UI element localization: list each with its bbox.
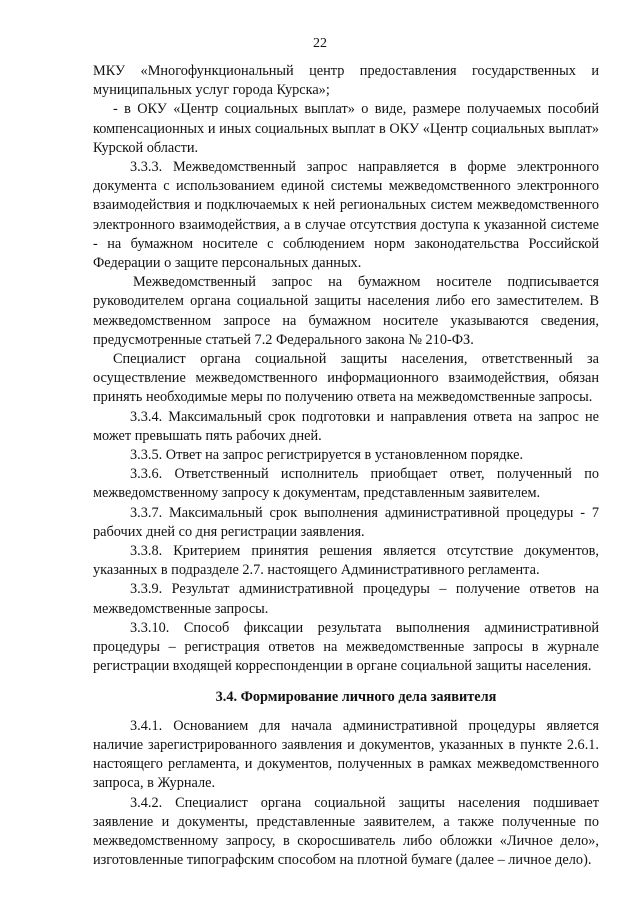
paragraph-specialist: Специалист органа социальной защиты населения, ответственный за осуществление межведомственного информационного взаимодействия, обязан принять необходимые меры по получению ответа на межведомственные запросы. (93, 351, 599, 406)
document-body (93, 62, 599, 870)
paragraph-3-3-3: 3.3.3. Межведомственный запрос направляется в форме электронного документа с использованием единой системы межведомственного электронного взаимодействия и подключаемых к ней региональных систем межведомственного электронного взаимодействия, а в случае отсутствия доступа к указанной системе - на бумажном носителе с соблюдением норм законодательства Российской Федерации о защите персональных данных. (93, 159, 599, 272)
paragraph-3-3-9: 3.3.9. Результат административной процедуры – получение ответов на межведомственные запросы. (93, 581, 599, 617)
paragraph-3-4-2: 3.4.2. Специалист органа социальной защиты населения подшивает заявление и документы, представленные заявителем, а также полученные по межведомственному запросу, в скоросшиватель либо обложки «Личное дело», изготовленные типографским способом на плотной бумаге (далее – личное дело). (93, 794, 599, 869)
paragraph-3-4-1: 3.4.1. Основанием для начала административной процедуры является наличие зарегистрированного заявления и документов, указанных в пункте 2.6.1. настоящего регламента, и документов, полученных в рамках межведомственного запроса, в Журнале. (93, 717, 599, 792)
section-heading: 3.4. Формирование личного дела заявителя (215, 688, 497, 705)
paragraph-3-3-4: 3.3.4. Максимальный срок подготовки и направления ответа на запрос не может превышать пять рабочих дней. (93, 408, 599, 444)
paragraph-mku-continuation: МКУ «Многофункциональный центр предоставления государственных и муниципальных услуг города Курска»; (93, 63, 599, 99)
paragraph-3-3-7: 3.3.7. Максимальный срок выполнения административной процедуры - 7 рабочих дней со дня регистрации заявления. (93, 504, 599, 540)
paragraph-3-3-5: 3.3.5. Ответ на запрос регистрируется в установленном порядке. (130, 447, 524, 464)
paragraph-3-3-10: 3.3.10. Способ фиксации результата выполнения административной процедуры – регистрация ответов на межведомственные запросы в журнале регистрации входящей корреспонденции в органе социальной защиты населения. (93, 619, 599, 675)
paragraph-3-3-8: 3.3.8. Критерием принятия решения является отсутствие документов, указанных в подразделе 2.7. настоящего Административного регламента. (93, 543, 599, 579)
paragraph-paper-request: Межведомственный запрос на бумажном носителе подписывается руководителем органа социальной защиты населения либо его заместителем. В межведомственном запросе на бумажном носителе указываются сведения, предусмотренные статьей 7.2 Федерального закона № 210-ФЗ. (93, 274, 599, 348)
paragraph-3-3-6: 3.3.6. Ответственный исполнитель приобщает ответ, полученный по межведомственному запросу к документам, представленным заявителем. (93, 466, 599, 502)
page-number: 22 (313, 36, 327, 51)
paragraph-oku-payments: - в ОКУ «Центр социальных выплат» о виде, размере получаемых пособий компенсационных и иных социальных выплат в ОКУ «Центр социальных выплат» Курской области. (93, 101, 599, 156)
